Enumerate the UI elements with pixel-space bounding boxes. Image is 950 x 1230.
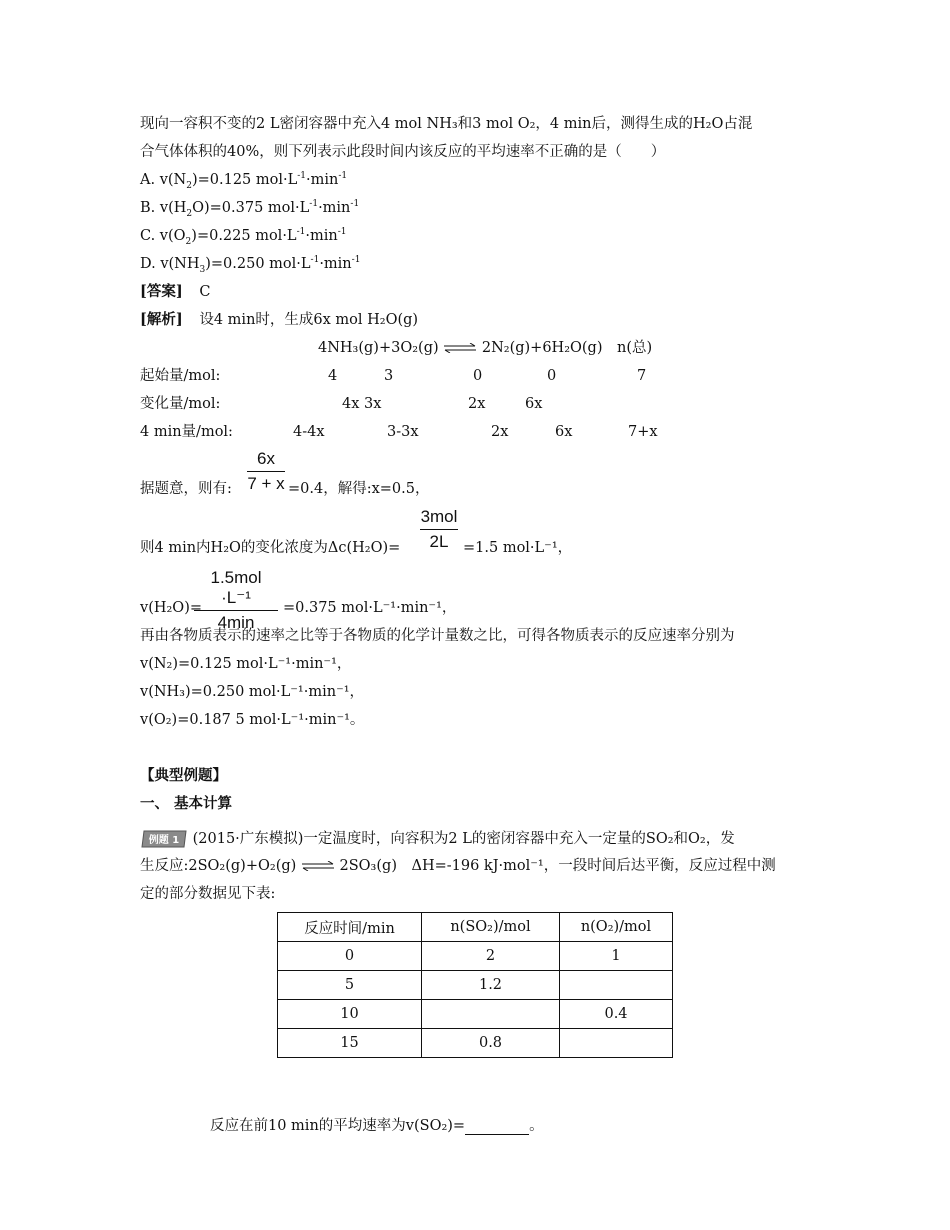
step3-post: =0.375 mol·L⁻¹·min⁻¹，	[283, 600, 457, 616]
example-line-2: 生反应:2SO₂(g)+O₂(g) 2SO₃(g) ΔH=-196 kJ·mol⁻¹，一段时间后达平衡，反应过程中测	[140, 858, 776, 874]
option-b: B. $v(H_2O)=0.375$ $mol\cdot L^{-1}\cdot\min^{-1}$	[140, 199, 360, 219]
step3-pre: v(H₂O)=	[140, 600, 203, 616]
rate-o2: v(O₂)=0.187 5 mol·L⁻¹·min⁻¹。	[140, 712, 365, 728]
fraction-rate: 1.5mol ·L⁻¹ 4min	[194, 568, 278, 633]
calc-value: 6x	[555, 424, 573, 440]
table-cell: 2	[422, 942, 560, 971]
calc-value: 4-4x	[293, 424, 325, 440]
equilibrium-arrow-icon	[301, 861, 335, 871]
rate-nh3: v(NH₃)=0.250 mol·L⁻¹·min⁻¹，	[140, 684, 365, 700]
step1-pre: 据题意，则有:	[140, 481, 232, 497]
problem-line-2: 合气体体积的40%，则下列表示此段时间内该反应的平均速率不正确的是（ ）	[140, 144, 666, 160]
example-line-3: 定的部分数据见下表:	[140, 886, 276, 902]
data-table	[277, 912, 673, 1058]
analysis-label: [解析]	[140, 311, 183, 328]
calc-row-change-label: 变化量/mol:	[140, 396, 221, 412]
option-a: A. $v(N_2)=0.125$ $mol\cdot L^{-1}\cdot\min^{-1}$	[140, 171, 348, 191]
svg-text:例题 1: 例题 1	[148, 835, 180, 846]
example-badge-icon	[140, 829, 188, 849]
table-row	[278, 971, 673, 1000]
answer-label: [答案]	[140, 283, 183, 300]
table-cell: 1.2	[422, 971, 560, 1000]
table-cell: 0.8	[422, 1029, 560, 1058]
table-header-cell: 反应时间/min	[278, 913, 422, 942]
equilibrium-arrow-icon	[443, 343, 477, 353]
table-cell: 1	[560, 942, 673, 971]
table-cell: 10	[278, 1000, 422, 1029]
fraction-3mol-over-2L: 3mol 2L	[420, 507, 458, 551]
table-cell: 0.4	[560, 1000, 673, 1029]
section-heading: 【典型例题】	[140, 767, 227, 784]
table-header-cell: n(SO₂)/mol	[422, 913, 560, 942]
table-header-cell: n(O₂)/mol	[560, 913, 673, 942]
table-header-row	[278, 913, 673, 942]
calc-value: 4x	[342, 396, 360, 412]
fraction-6x-over-7px: 6x 7 + x	[247, 449, 285, 493]
table-cell	[560, 971, 673, 1000]
answer-value: C	[199, 284, 211, 300]
calc-value: 0	[547, 368, 557, 384]
problem-line-1: 现向一容积不变的2 L密闭容器中充入4 mol NH₃和3 mol O₂，4 min后，测得生成的H₂O占混	[140, 116, 753, 132]
table-row	[278, 1000, 673, 1029]
step4: 再由各物质表示的速率之比等于各物质的化学计量数之比，可得各物质表示的反应速率分别为	[140, 628, 735, 644]
calc-row-4min-label: 4 min量/mol:	[140, 424, 233, 440]
calc-value: 3x	[364, 396, 382, 412]
calc-value: 4	[328, 368, 338, 384]
section-sub-heading: 一、 基本计算	[140, 795, 233, 812]
calc-value: 7	[637, 368, 647, 384]
table-cell: 0	[278, 942, 422, 971]
step2-post: =1.5 mol·L⁻¹，	[463, 540, 573, 556]
option-c: C. $v(O_2)=0.225$ $mol\cdot L^{-1}\cdot\min^{-1}$	[140, 227, 347, 247]
reaction-equation: 4NH₃(g)+3O₂(g) 2N₂(g)+6H₂O(g) n(总)	[318, 340, 653, 356]
question-line: 反应在前10 min的平均速率为v(SO₂)= 。	[210, 1118, 544, 1134]
analysis-line	[140, 311, 418, 329]
calc-value: 3	[384, 368, 394, 384]
calc-value: 7+x	[628, 424, 658, 440]
calc-row-initial-label: 起始量/mol:	[140, 368, 221, 384]
table-cell	[422, 1000, 560, 1029]
example-line-1: 例题 1 (2015·广东模拟)一定温度时，向容积为2 L的密闭容器中充入一定量的SO₂和O₂，发	[140, 829, 735, 849]
calc-value: 2x	[491, 424, 509, 440]
step2-pre: 则4 min内H₂O的变化浓度为Δc(H₂O)=	[140, 540, 401, 556]
table-row	[278, 942, 673, 971]
answer-blank[interactable]	[465, 1120, 529, 1135]
calc-value: 3-3x	[387, 424, 419, 440]
step1-post: =0.4，解得:x=0.5，	[288, 481, 430, 497]
analysis-text: 设4 min时，生成6x mol H₂O(g)	[199, 312, 419, 328]
table-cell: 15	[278, 1029, 422, 1058]
rate-n2: v(N₂)=0.125 mol·L⁻¹·min⁻¹，	[140, 656, 352, 672]
calc-value: 6x	[525, 396, 543, 412]
calc-value: 2x	[468, 396, 486, 412]
table-cell	[560, 1029, 673, 1058]
option-d: D. $v(NH_3)=0.250$ $mol\cdot L^{-1}\cdot\min^{-1}$	[140, 255, 361, 275]
calc-value: 0	[473, 368, 483, 384]
table-row	[278, 1029, 673, 1058]
table-cell: 5	[278, 971, 422, 1000]
answer-line	[140, 283, 210, 301]
